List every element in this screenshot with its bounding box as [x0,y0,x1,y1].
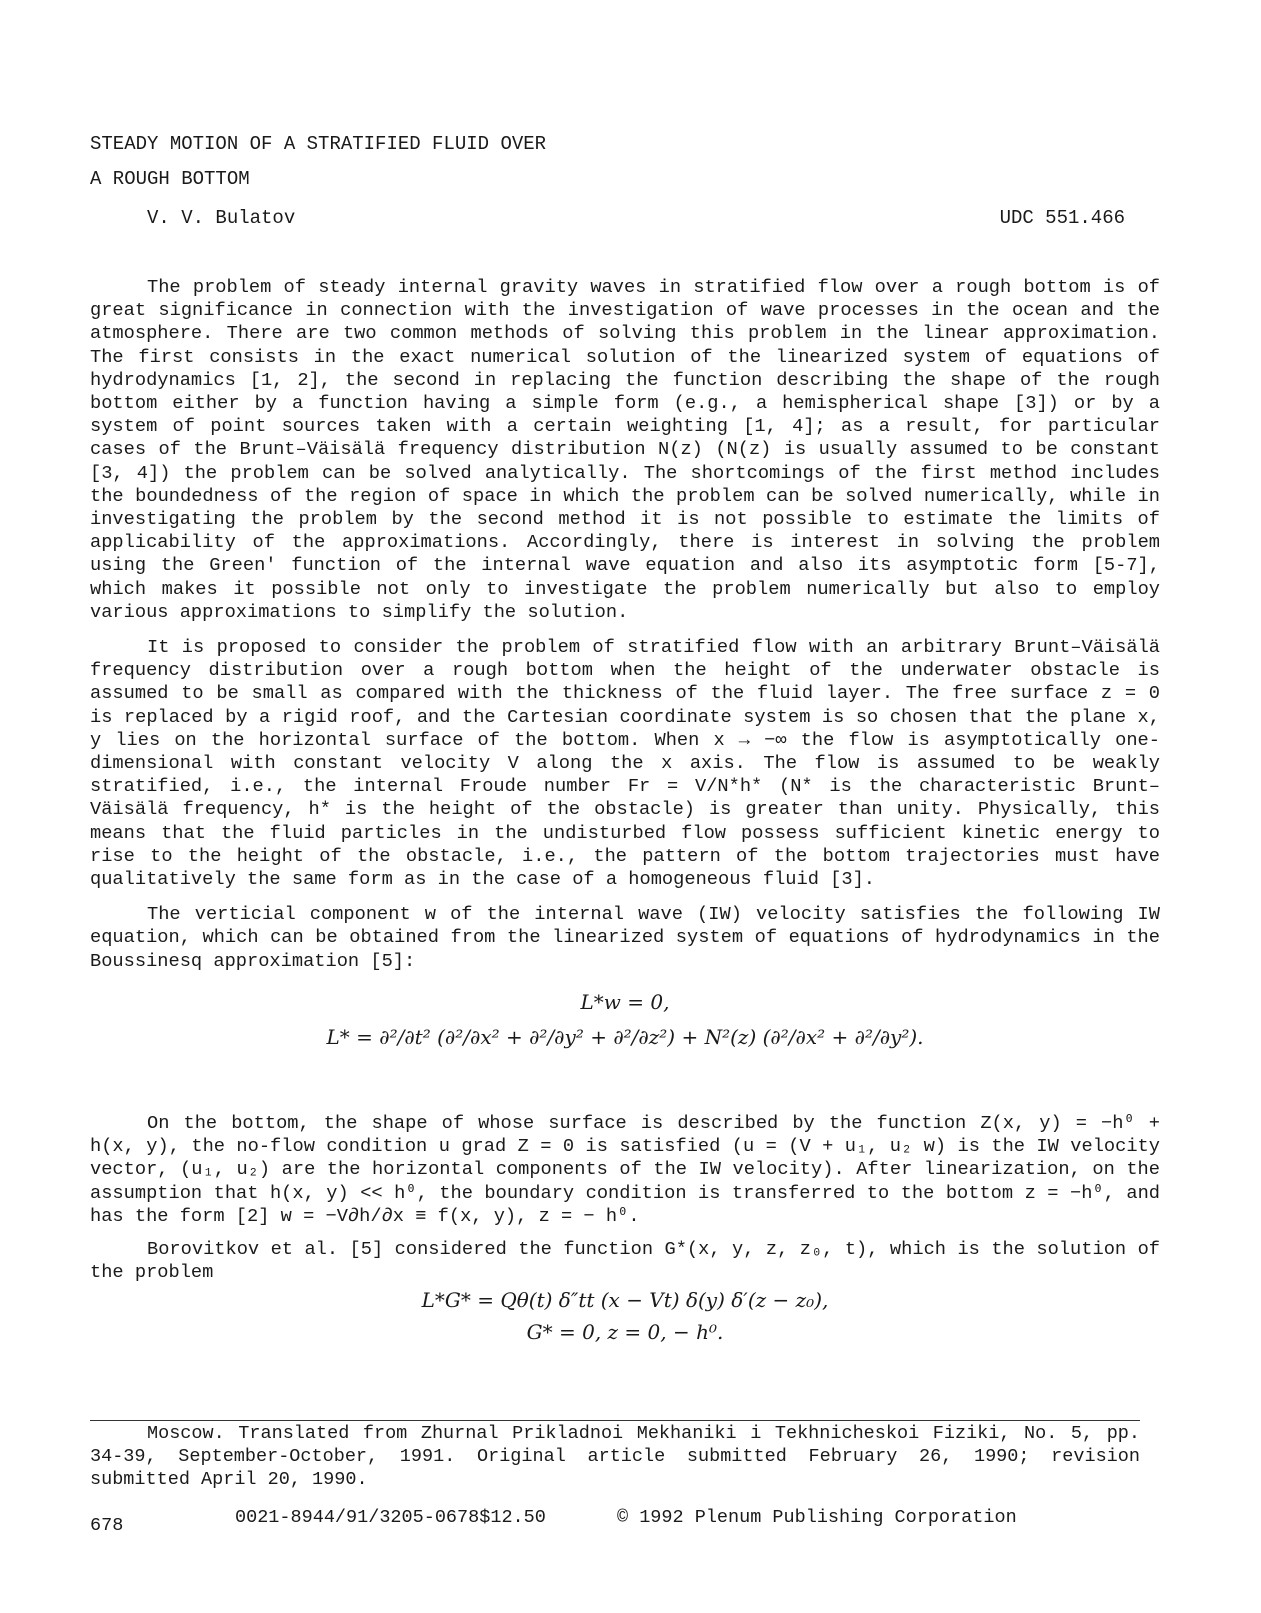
title-line-2: A ROUGH BOTTOM [90,168,250,190]
copyright: © 1992 Plenum Publishing Corporation [617,1507,1017,1528]
paragraph-4: On the bottom, the shape of whose surface is described by the function Z(x, y) = −h⁰ + h(x, y), the no-flow condition u grad Z = 0 is satisfied (u = (V + u₁, u₂ w) is the IW velocity vector, (u₁, u₂) are the horizontal components of the IW velocity). After linearization, on the assumption that h(x, y) << h⁰, the boundary condition is transferred to the bottom z = −h⁰, and has the form [2] w = −V∂h/∂x ≡ f(x, y), z = − h⁰. [90,1112,1160,1227]
title-line-1: STEADY MOTION OF A STRATIFIED FLUID OVER [90,133,547,155]
article-body [90,276,1160,985]
page-footer [90,1507,1140,1612]
page-number: 678 [90,1515,124,1536]
footnote-rule [90,1420,1140,1421]
article-title [90,127,546,197]
paragraph-3: The verticial component w of the internal wave (IW) velocity satisfies the following IW equation, which can be obtained from the linearized system of equations of hydrodynamics in the Boussinesq approximation [5]: [90,903,1160,972]
footnote: Moscow. Translated from Zhurnal Prikladnoi Mekhaniki i Tekhnicheskoi Fiziki, No. 5, pp. 34-39, September-October, 1991. Original article submitted February 26, 1990; revision submitted April 20, 1990. [90,1423,1140,1490]
article-code: 0021-8944/91/3205-0678$12.50 [235,1507,546,1528]
equation-2: L* = ∂²/∂t² (∂²/∂x² + ∂²/∂y² + ∂²/∂z²) + N²(z) (∂²/∂x² + ∂²/∂y²). [326,1025,924,1049]
equation-4: G* = 0, z = 0, − h⁰. [526,1320,724,1344]
page [90,0,1160,1613]
paragraph-1: The problem of steady internal gravity waves in stratified flow over a rough bottom is of great significance in connection with the investigation of wave processes in the ocean and the atmosphere. There are two common methods of solving this problem in the linear approximation. The first consists in the exact numerical solution of the linearized system of equations of hydrodynamics [1, 2], the second in replacing the function describing the shape of the rough bottom either by a function having a simple form (e.g., a hemispherical shape [3]) or by a system of point sources taken with a certain weighting [1, 4]; as a result, for particular cases of the Brunt–Väisälä frequency distribution N(z) (N(z) is usually assumed to be constant [3, 4]) the problem can be solved analytically. The shortcomings of the first method includes the boundedness of the region of space in which the problem can be solved numerically, while in investigating the problem by the second method it is not possible to estimate the limits of applicability of the approximations. Accordingly, there is interest in solving the problem using the Green' function of the internal wave equation and also its asymptotic form [5-7], which makes it possible not only to investigate the problem numerically but also to employ various approximations to simplify the solution. [90,276,1160,623]
udc-code: UDC 551.466 [999,207,1125,229]
paragraph-5: Borovitkov et al. [5] considered the function G*(x, y, z, z₀, t), which is the solution of the problem [90,1238,1160,1284]
equation-1: L*w = 0, [580,990,670,1014]
equation-3: L*G* = Qθ(t) δ″tt (x − Vt) δ(y) δ′(z − z₀), [421,1288,829,1312]
author: V. V. Bulatov [147,207,296,229]
paragraph-2: It is proposed to consider the problem of stratified flow with an arbitrary Brunt–Väisälä frequency distribution over a rough bottom when the height of the underwater obstacle is assumed to be small as compared with the thickness of the fluid layer. The free surface z = 0 is replaced by a rigid roof, and the Cartesian coordinate system is so chosen that the plane x, y lies on the horizontal surface of the bottom. When x → −∞ the flow is asymptotically one-dimensional with constant velocity V along the x axis. The flow is assumed to be weakly stratified, i.e., the internal Froude number Fr = V/N*h* (N* is the characteristic Brunt–Väisälä frequency, h* is the height of the obstacle) is greater than unity. Physically, this means that the fluid particles in the undisturbed flow possess sufficient kinetic energy to rise to the height of the obstacle, i.e., the pattern of the bottom trajectories must have qualitatively the same form as in the case of a homogeneous fluid [3]. [90,636,1160,891]
